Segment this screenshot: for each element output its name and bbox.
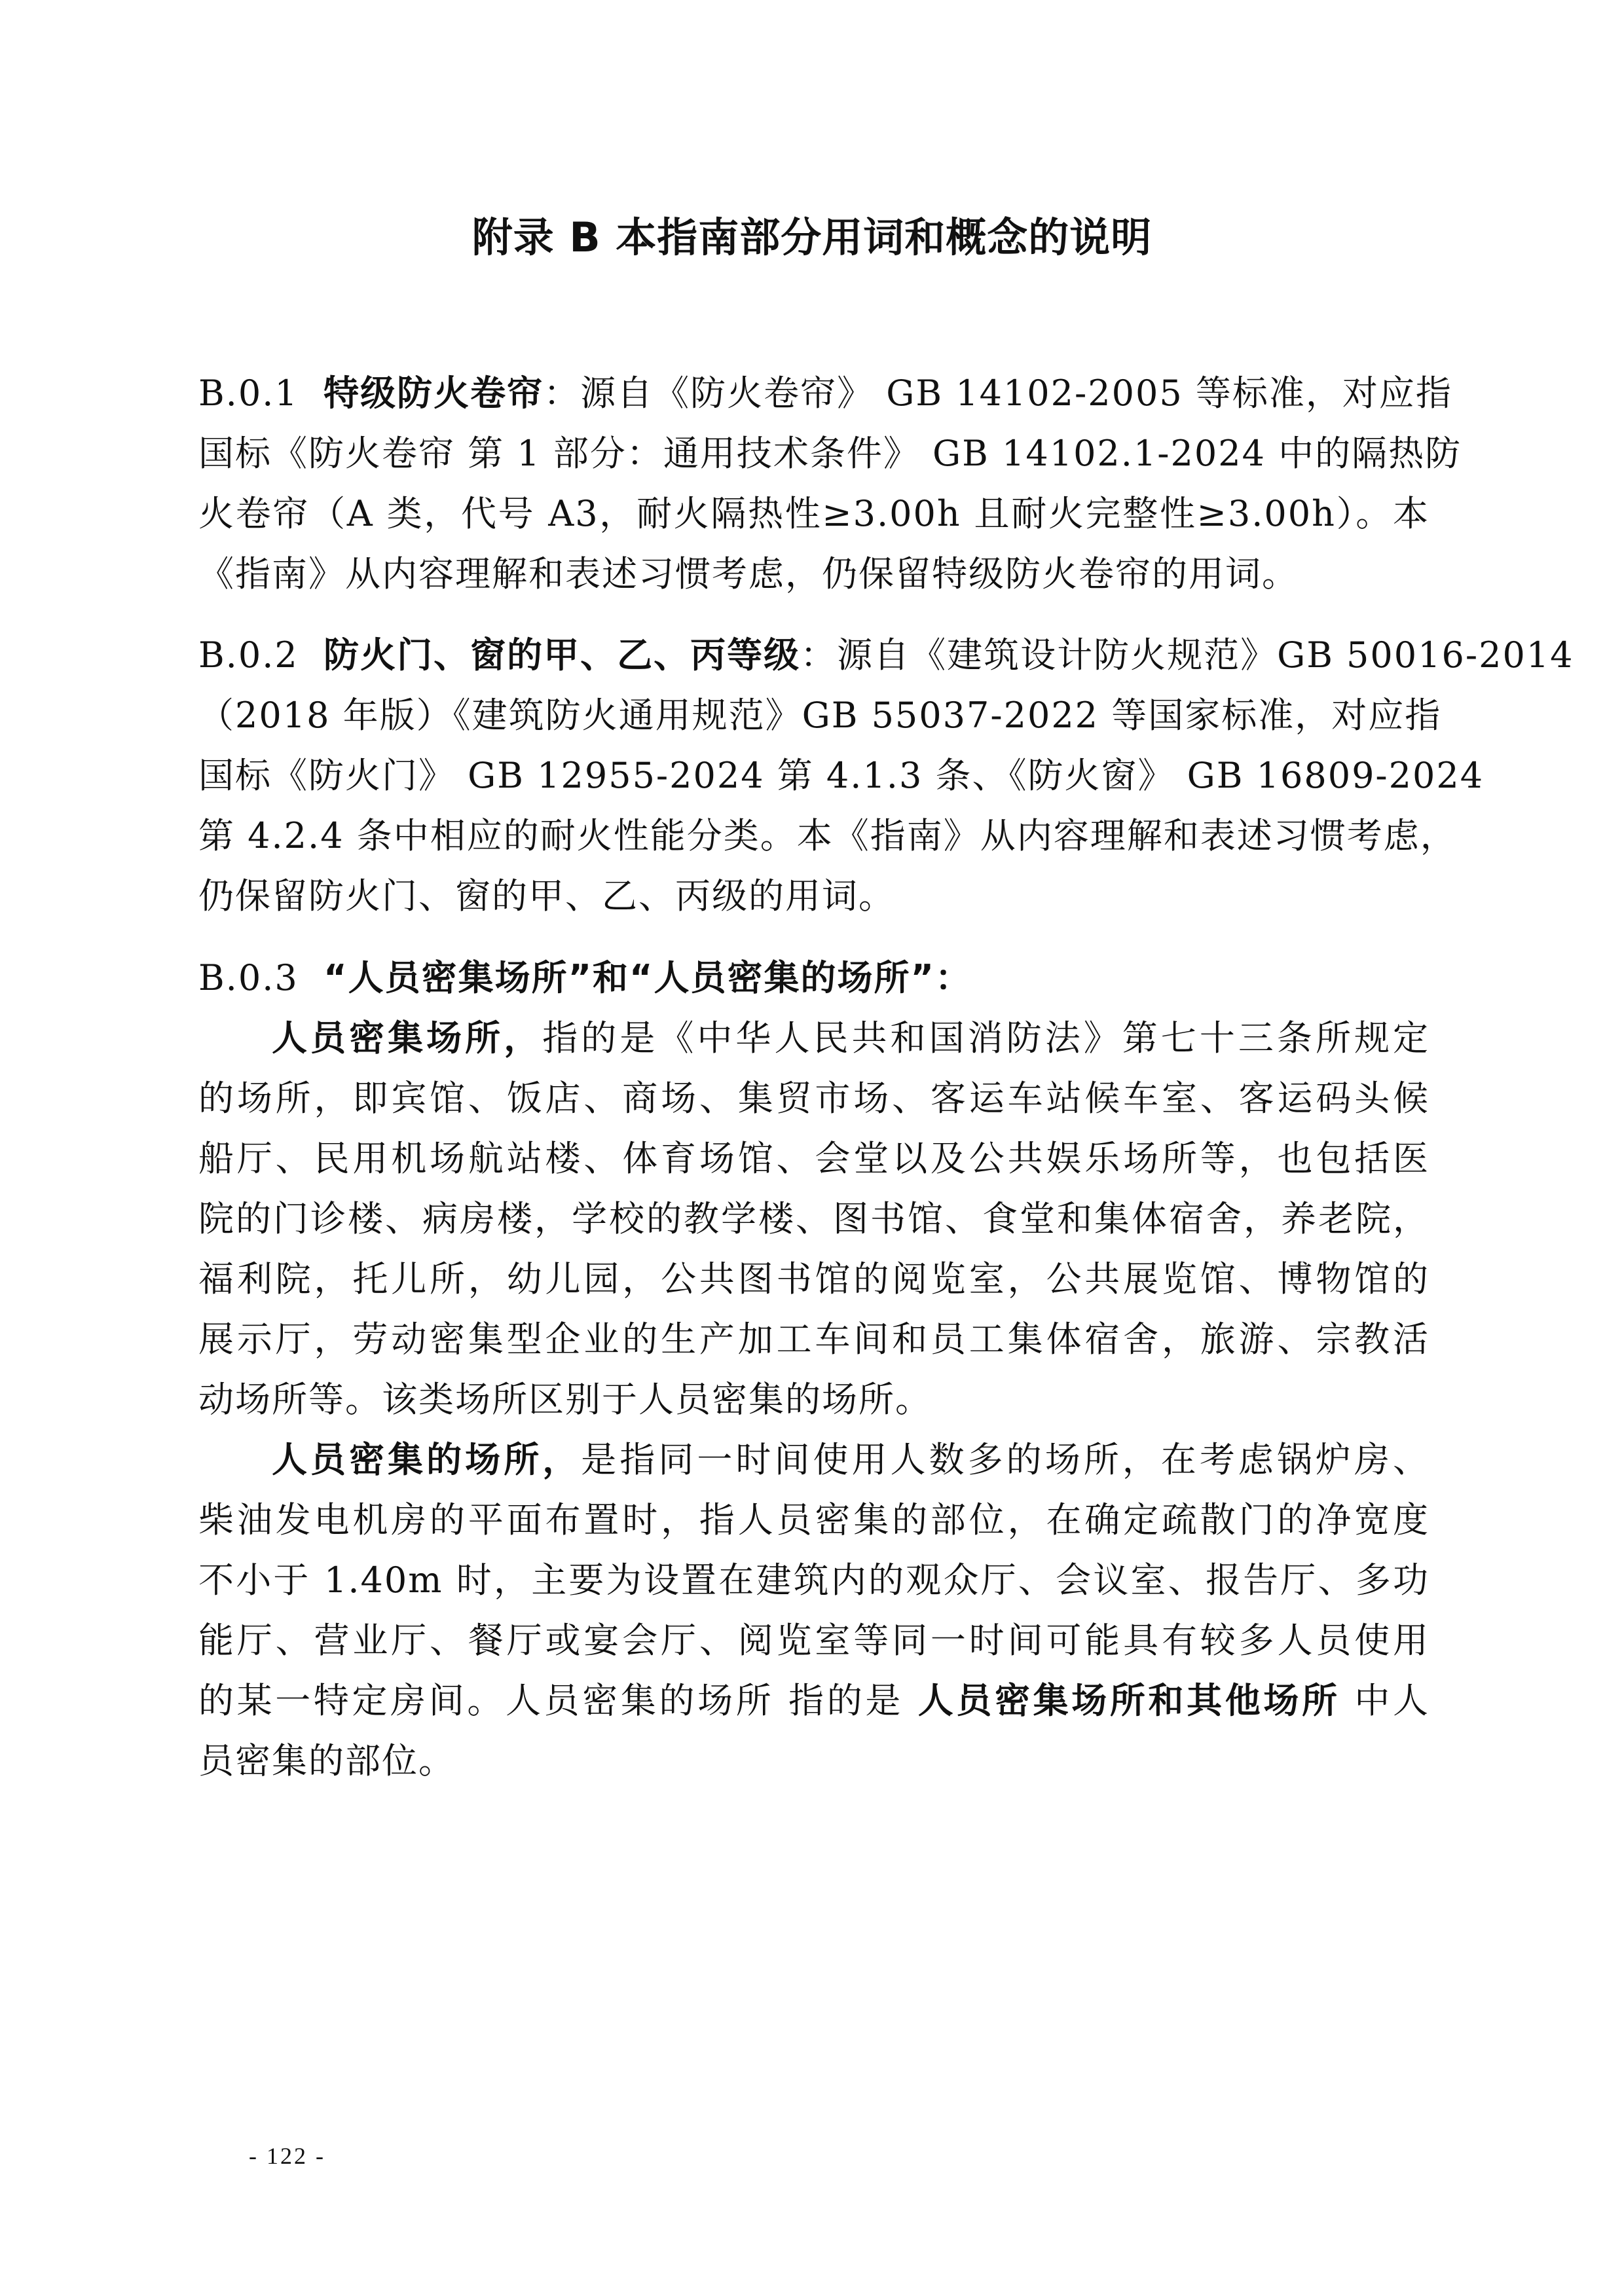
text-line: 国标《防火门》 GB 12955-2024 第 4.1.3 条、《防火窗》 GB 16809-2024 [198,755,1485,796]
paragraph-term: 人员密集的场所， [272,1439,581,1480]
section-b03 [198,948,1430,1791]
section-number: B.0.2 [198,634,299,676]
text-line: 福利院，托儿所，幼儿园，公共图书馆的阅览室，公共展览馆、博物馆的 [198,1258,1430,1300]
text-line: ：源自《建筑设计防火规范》GB 50016-2014 [800,634,1574,676]
section-b01-line-1 [198,363,1452,424]
text-line: 的场所，即宾馆、饭店、商场、集贸市场、客运车站候车室、客运码头候 [198,1078,1430,1119]
text-line: 是指同一时间使用人数多的场所，在考虑锅炉房、 [581,1439,1430,1480]
text-line: 火卷帘（A 类，代号 A3，耐火隔热性≥3.00h 且耐火完整性≥3.00h）。本 [198,493,1430,534]
para1-line-1 [198,1008,1430,1068]
emphasized-term: 人员密集场所和其他场所 [917,1680,1340,1721]
text-line: 船厅、民用机场航站楼、体育场馆、会堂以及公共娱乐场所等，也包括医 [198,1138,1430,1179]
text-line: 动场所等。该类场所区别于人员密集的场所。 [198,1379,932,1420]
text-line: 院的门诊楼、病房楼，学校的教学楼、图书馆、食堂和集体宿舍，养老院， [198,1198,1430,1239]
text-line: 指的是《中华人民共和国消防法》第七十三条所规定 [542,1017,1430,1059]
text-line: ：源自《防火卷帘》 GB 14102-2005 等标准，对应指 [544,373,1452,414]
para2-line-1 [198,1430,1430,1490]
text-line: 展示厅，劳动密集型企业的生产加工车间和员工集体宿舍，旅游、宗教活 [198,1319,1430,1360]
text-fragment: 的某一特定房间。人员密集的场所 指的是 [198,1680,918,1721]
section-number: B.0.3 [198,957,299,998]
paragraph-term: 人员密集场所， [272,1017,543,1059]
text-line: 员密集的部位。 [198,1740,455,1781]
section-heading: “人员密集场所”和“人员密集的场所”： [323,957,972,998]
text-line: 《指南》从内容理解和表述习惯考虑，仍保留特级防火卷帘的用词。 [198,553,1299,594]
section-term: 防火门、窗的甲、乙、丙等级 [323,634,801,676]
text-line: （2018 年版）《建筑防火通用规范》GB 55037-2022 等国家标准，对应指 [198,695,1442,736]
para2-line-5 [198,1671,1430,1731]
text-line: 柴油发电机房的平面布置时，指人员密集的部位，在确定疏散门的净宽度 [198,1499,1430,1540]
page-title: 附录 B 本指南部分用词和概念的说明 [471,213,1153,261]
text-line: 国标《防火卷帘 第 1 部分：通用技术条件》 GB 14102.1-2024 中的隔热防 [198,433,1462,474]
section-b03-heading-line [198,948,1430,1008]
section-b01 [198,363,1462,604]
text-line: 仍保留防火门、窗的甲、乙、丙级的用词。 [198,875,895,917]
text-line: 能厅、营业厅、餐厅或宴会厅、阅览室等同一时间可能具有较多人员使用 [198,1620,1430,1661]
text-fragment: 中人 [1340,1680,1430,1721]
page-number: - 122 - [249,2143,325,2169]
section-b02 [198,625,1574,926]
section-number: B.0.1 [198,373,299,414]
section-term: 特级防火卷帘 [323,373,544,414]
section-b02-line-1 [198,625,1574,685]
text-line: 不小于 1.40m 时，主要为设置在建筑内的观众厅、会议室、报告厅、多功 [198,1559,1430,1601]
text-line: 第 4.2.4 条中相应的耐火性能分类。本《指南》从内容理解和表述习惯考虑， [198,815,1457,856]
